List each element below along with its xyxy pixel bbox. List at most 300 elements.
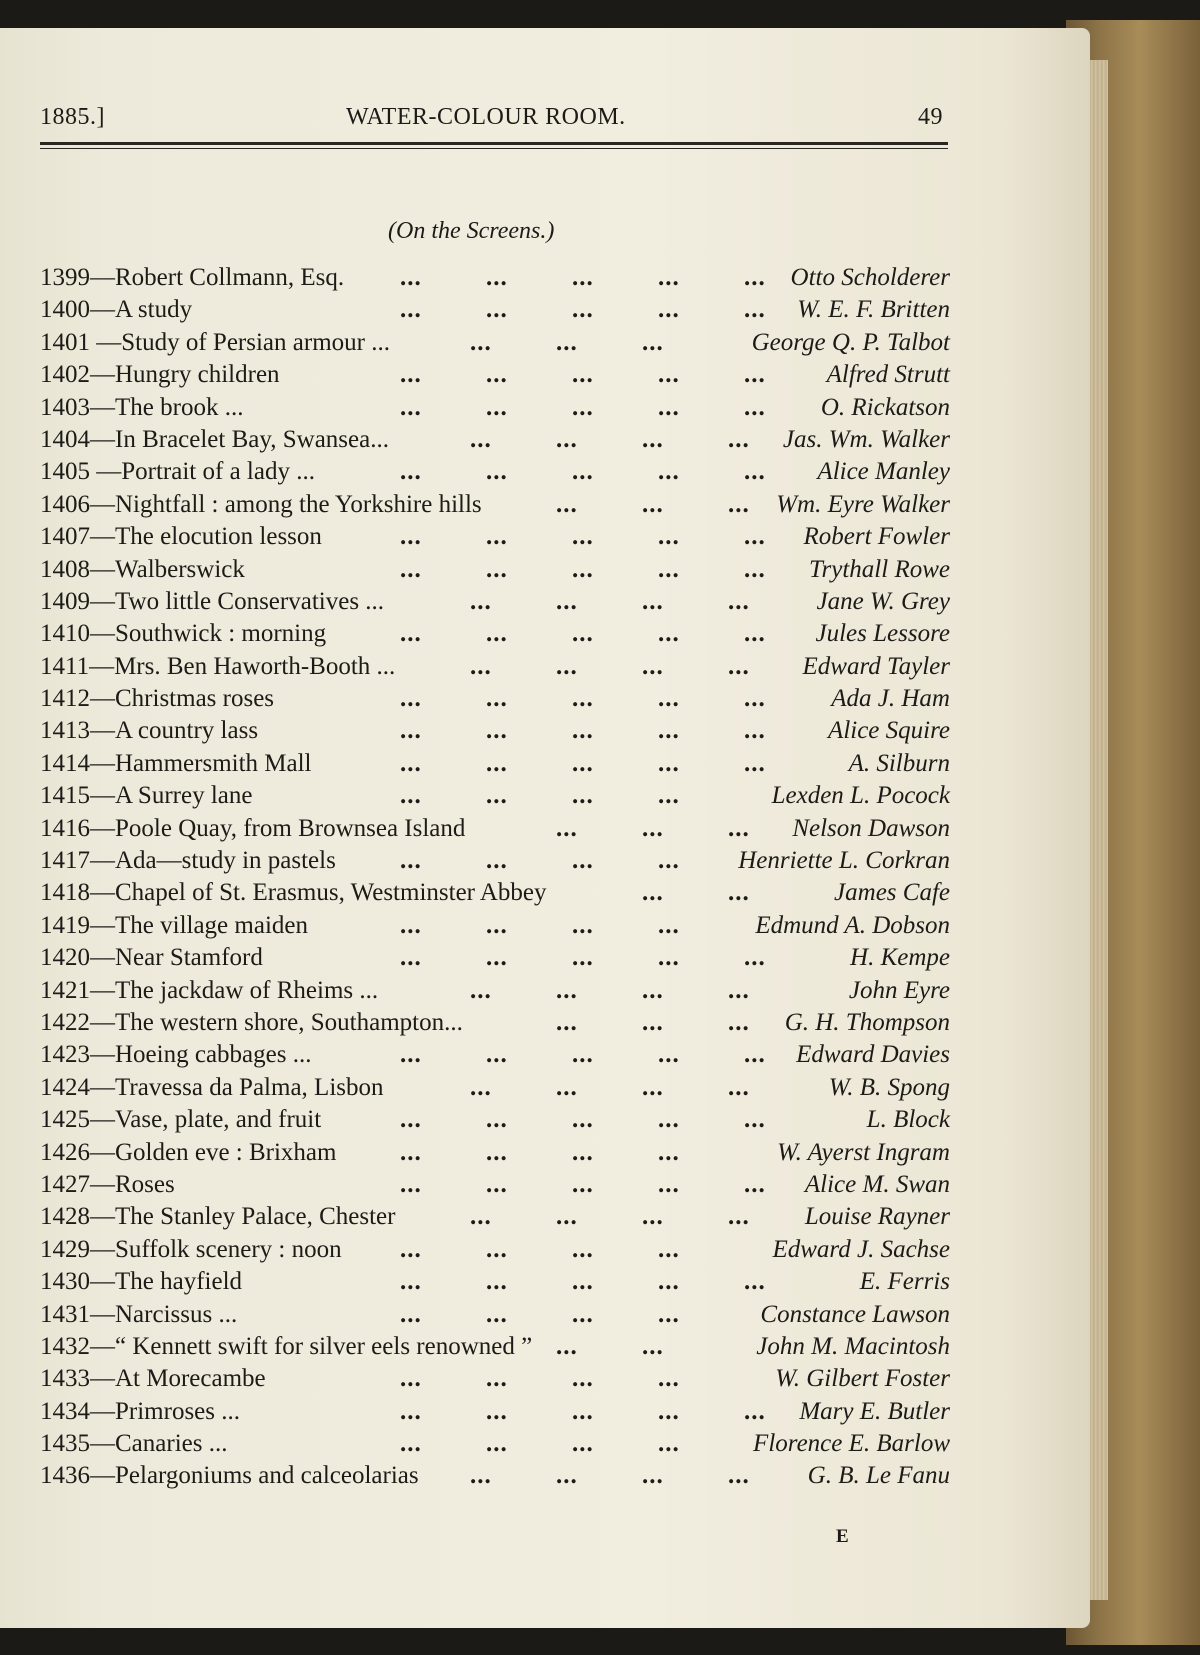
entry-number: 1407 — [40, 523, 90, 551]
leader-dots: ... — [486, 1430, 508, 1458]
entry-dash: — — [90, 555, 115, 583]
header-rule-thin — [40, 148, 948, 149]
catalogue-entry — [40, 780, 950, 812]
catalogue-entry — [40, 1396, 950, 1428]
leader-dots: ... — [658, 296, 680, 324]
entry-number-title — [40, 1299, 237, 1331]
leader-dots: ... — [486, 911, 508, 939]
leader-dots: ... — [400, 555, 422, 583]
leader-dots: ... — [400, 264, 422, 291]
leader-dots: ... — [658, 620, 680, 648]
catalogue-entry — [40, 586, 950, 618]
leader-dots: ... — [744, 1106, 766, 1134]
entry-artist: Alice Squire — [828, 717, 950, 745]
entry-artist: Louise Rayner — [804, 1203, 950, 1231]
entry-title: In Bracelet Bay, Swansea... — [115, 425, 389, 453]
leader-dots: ... — [486, 1138, 508, 1166]
leader-dots: ... — [728, 1073, 750, 1101]
entry-number-title — [40, 294, 192, 326]
entry-number-title — [40, 1137, 336, 1169]
catalogue-entry — [40, 1201, 950, 1233]
entry-dash: — — [90, 425, 115, 453]
entry-artist: W. Ayerst Ingram — [777, 1138, 950, 1166]
catalogue-entry — [40, 392, 950, 424]
entry-title: Roses — [115, 1170, 175, 1198]
entry-number: 1425 — [40, 1106, 90, 1134]
entry-number: 1434 — [40, 1397, 90, 1425]
leader-dots: ... — [572, 1365, 594, 1393]
entry-title: The brook ... — [115, 393, 244, 421]
catalogue-entry — [40, 1460, 950, 1492]
leader-dots: ... — [658, 458, 680, 486]
catalogue-entry — [40, 651, 950, 683]
leader-dots: ... — [572, 944, 594, 972]
leader-dots: ... — [486, 620, 508, 648]
entry-number-title — [40, 1007, 463, 1039]
catalogue-entry — [40, 1331, 950, 1363]
catalogue-entry — [40, 618, 950, 650]
leader-dots: ... — [470, 1203, 492, 1231]
catalogue-entry — [40, 294, 950, 326]
entry-artist: John Eyre — [848, 976, 950, 1004]
entry-dash: — — [90, 944, 115, 972]
leader-dots: ... — [572, 1300, 594, 1328]
entry-title: Southwick : morning — [115, 620, 327, 648]
entry-title: Pelargoniums and calceolarias — [115, 1462, 419, 1490]
entry-title: Ada—study in pastels — [115, 847, 336, 875]
entry-number: 1420 — [40, 944, 90, 972]
entry-dash: — — [90, 879, 115, 907]
catalogue-entry — [40, 1169, 950, 1201]
running-head-title: WATER-COLOUR ROOM. — [346, 104, 626, 130]
catalogue-entry — [40, 942, 950, 974]
entry-number: 1417 — [40, 847, 90, 875]
entry-title: Golden eve : Brixham — [115, 1138, 337, 1166]
leader-dots: ... — [556, 1073, 578, 1101]
leader-dots: ... — [642, 1008, 664, 1036]
entry-title: Nightfall : among the Yorkshire hills — [115, 490, 482, 518]
leader-dots: ... — [572, 1106, 594, 1134]
entry-number: 1410 — [40, 620, 90, 648]
leader-dots: ... — [572, 911, 594, 939]
entry-dash: — — [90, 458, 122, 486]
entry-artist: Mary E. Butler — [799, 1397, 950, 1425]
entry-number: 1414 — [40, 749, 90, 777]
entry-number: 1413 — [40, 717, 90, 745]
leader-dots: ... — [658, 685, 680, 713]
entry-number: 1422 — [40, 1008, 90, 1036]
entry-artist: John M. Macintosh — [756, 1332, 950, 1360]
entry-artist: G. B. Le Fanu — [807, 1462, 950, 1490]
entry-dash: — — [90, 296, 115, 324]
leader-dots: ... — [486, 1106, 508, 1134]
leader-dots: ... — [486, 685, 508, 713]
entry-title: Suffolk scenery : noon — [115, 1235, 342, 1263]
entry-dash: — — [90, 1138, 115, 1166]
leader-dots: ... — [400, 1235, 422, 1263]
entry-number-title — [40, 1331, 532, 1363]
entry-number: 1433 — [40, 1365, 90, 1393]
catalogue-entry — [40, 683, 950, 715]
leader-dots: ... — [486, 1268, 508, 1296]
entry-artist: Edward Tayler — [802, 652, 950, 680]
leader-dots: ... — [470, 652, 492, 680]
entry-title: Study of Persian armour ... — [121, 328, 390, 356]
entry-dash: — — [90, 490, 115, 518]
entry-dash: — — [90, 814, 115, 842]
leader-dots: ... — [744, 555, 766, 583]
leader-dots: ... — [486, 458, 508, 486]
leader-dots: ... — [572, 361, 594, 389]
entry-artist: W. B. Spong — [828, 1073, 950, 1101]
entry-title: Narcissus ... — [115, 1300, 238, 1328]
entry-number: 1416 — [40, 814, 90, 842]
entry-number-title — [40, 586, 384, 618]
entry-number-title — [40, 424, 389, 456]
catalogue-entry — [40, 1137, 950, 1169]
leader-dots: ... — [400, 1106, 422, 1134]
header-rule-thick — [40, 142, 948, 145]
leader-dots: ... — [642, 587, 664, 615]
entry-number: 1436 — [40, 1462, 90, 1490]
leader-dots: ... — [400, 1170, 422, 1198]
leader-dots: ... — [572, 782, 594, 810]
leader-dots: ... — [642, 1203, 664, 1231]
leader-dots: ... — [400, 1041, 422, 1069]
entry-number: 1426 — [40, 1138, 90, 1166]
entry-artist: James Cafe — [834, 879, 950, 907]
entry-number-title — [40, 910, 308, 942]
entry-number: 1435 — [40, 1430, 90, 1458]
leader-dots: ... — [556, 1008, 578, 1036]
entry-artist: A. Silburn — [848, 749, 950, 777]
entry-number-title — [40, 942, 263, 974]
entry-title: At Morecambe — [115, 1365, 266, 1393]
leader-dots: ... — [744, 458, 766, 486]
catalogue-entry — [40, 877, 950, 909]
entry-number-title — [40, 1234, 342, 1266]
leader-dots: ... — [556, 1332, 578, 1360]
leader-dots: ... — [486, 1365, 508, 1393]
leader-dots: ... — [556, 1203, 578, 1231]
leader-dots: ... — [572, 1235, 594, 1263]
entry-number-title — [40, 780, 252, 812]
leader-dots: ... — [556, 652, 578, 680]
leader-dots: ... — [470, 1462, 492, 1490]
leader-dots: ... — [658, 1430, 680, 1458]
entry-artist: E. Ferris — [859, 1268, 950, 1296]
leader-dots: ... — [658, 1138, 680, 1166]
leader-dots: ... — [658, 749, 680, 777]
entry-title: Walberswick — [115, 555, 245, 583]
leader-dots: ... — [658, 1106, 680, 1134]
catalogue-entry — [40, 715, 950, 747]
entry-artist: Alice Manley — [817, 458, 950, 486]
leader-dots: ... — [744, 944, 766, 972]
entry-artist: Wm. Eyre Walker — [776, 490, 950, 518]
entry-artist: Alice M. Swan — [804, 1170, 950, 1198]
section-subheading: (On the Screens.) — [388, 218, 555, 244]
entry-number-title — [40, 327, 390, 359]
leader-dots: ... — [400, 1138, 422, 1166]
leader-dots: ... — [486, 393, 508, 421]
leader-dots: ... — [642, 652, 664, 680]
leader-dots: ... — [486, 717, 508, 745]
entry-number-title — [40, 392, 243, 424]
catalogue-entries — [40, 262, 950, 1493]
leader-dots: ... — [658, 944, 680, 972]
leader-dots: ... — [486, 555, 508, 583]
catalogue-entry — [40, 813, 950, 845]
entry-number-title — [40, 1072, 384, 1104]
entry-title: Christmas roses — [115, 685, 275, 713]
entry-dash: — — [90, 976, 115, 1004]
leader-dots: ... — [572, 1170, 594, 1198]
entry-number-title — [40, 1104, 321, 1136]
entry-dash: — — [90, 1041, 115, 1069]
catalogue-entry — [40, 262, 950, 294]
entry-title: Travessa da Palma, Lisbon — [115, 1073, 384, 1101]
leader-dots: ... — [572, 523, 594, 551]
leader-dots: ... — [642, 1073, 664, 1101]
leader-dots: ... — [486, 1170, 508, 1198]
leader-dots: ... — [400, 749, 422, 777]
entry-number: 1424 — [40, 1073, 90, 1101]
leader-dots: ... — [400, 523, 422, 551]
entry-artist: Trythall Rowe — [809, 555, 950, 583]
entry-number: 1409 — [40, 587, 90, 615]
entry-number-title — [40, 683, 274, 715]
catalogue-entry — [40, 489, 950, 521]
leader-dots: ... — [572, 749, 594, 777]
leader-dots: ... — [658, 717, 680, 745]
entry-number: 1431 — [40, 1300, 90, 1328]
leader-dots: ... — [744, 685, 766, 713]
catalogue-entry — [40, 554, 950, 586]
leader-dots: ... — [400, 393, 422, 421]
catalogue-entry — [40, 1104, 950, 1136]
leader-dots: ... — [486, 523, 508, 551]
entry-dash: — — [90, 1462, 115, 1490]
entry-title: Near Stamford — [115, 944, 263, 972]
leader-dots: ... — [400, 944, 422, 972]
leader-dots: ... — [658, 782, 680, 810]
leader-dots: ... — [658, 1365, 680, 1393]
entry-number-title — [40, 1039, 311, 1071]
leader-dots: ... — [728, 879, 750, 907]
entry-artist: Otto Scholderer — [790, 264, 950, 291]
catalogue-entry — [40, 1266, 950, 1298]
entry-number-title — [40, 456, 315, 488]
entry-title: A study — [115, 296, 193, 324]
entry-number-title — [40, 813, 465, 845]
leader-dots: ... — [744, 620, 766, 648]
entry-number: 1406 — [40, 490, 90, 518]
entry-number: 1399 — [40, 264, 90, 291]
entry-title: Chapel of St. Erasmus, Westminster Abbey — [115, 879, 547, 907]
entry-title: The village maiden — [115, 911, 308, 939]
entry-number: 1428 — [40, 1203, 90, 1231]
entry-number: 1404 — [40, 425, 90, 453]
leader-dots: ... — [728, 587, 750, 615]
entry-dash: — — [90, 749, 115, 777]
entry-dash: — — [90, 361, 115, 389]
leader-dots: ... — [400, 296, 422, 324]
leader-dots: ... — [400, 782, 422, 810]
entry-title: “ Kennett swift for silver eels renowned ” — [115, 1332, 533, 1360]
leader-dots: ... — [658, 555, 680, 583]
leader-dots: ... — [400, 1300, 422, 1328]
entry-title: Hammersmith Mall — [115, 749, 312, 777]
entry-title: Robert Collmann, Esq. — [115, 264, 345, 291]
entry-number: 1412 — [40, 685, 90, 713]
entry-dash: — — [90, 264, 115, 291]
entry-number-title — [40, 1266, 242, 1298]
catalogue-entry — [40, 975, 950, 1007]
leader-dots: ... — [642, 490, 664, 518]
entry-artist: O. Rickatson — [820, 393, 950, 421]
entry-number: 1400 — [40, 296, 90, 324]
entry-title: Portrait of a lady ... — [121, 458, 315, 486]
leader-dots: ... — [400, 911, 422, 939]
catalogue-entry — [40, 1007, 950, 1039]
leader-dots: ... — [658, 1300, 680, 1328]
entry-number-title — [40, 521, 322, 553]
entry-number-title — [40, 715, 258, 747]
leader-dots: ... — [572, 393, 594, 421]
entry-title: A Surrey lane — [115, 782, 253, 810]
entry-number: 1401 — [40, 328, 90, 356]
leader-dots: ... — [556, 328, 578, 356]
entry-title: Hungry children — [115, 361, 280, 389]
leader-dots: ... — [642, 976, 664, 1004]
leader-dots: ... — [728, 1203, 750, 1231]
entry-number-title — [40, 1201, 395, 1233]
leader-dots: ... — [400, 620, 422, 648]
leader-dots: ... — [486, 944, 508, 972]
leader-dots: ... — [642, 879, 664, 907]
leader-dots: ... — [572, 555, 594, 583]
leader-dots: ... — [556, 976, 578, 1004]
leader-dots: ... — [556, 1462, 578, 1490]
entry-dash: — — [90, 1397, 115, 1425]
entry-dash: — — [90, 1073, 115, 1101]
leader-dots: ... — [728, 814, 750, 842]
catalogue-entry — [40, 1299, 950, 1331]
leader-dots: ... — [572, 1397, 594, 1425]
leader-dots: ... — [642, 328, 664, 356]
leader-dots: ... — [658, 264, 680, 291]
entry-artist: G. H. Thompson — [784, 1008, 950, 1036]
leader-dots: ... — [744, 523, 766, 551]
entry-title: The elocution lesson — [115, 523, 322, 551]
entry-artist: W. Gilbert Foster — [775, 1365, 950, 1393]
entry-number: 1427 — [40, 1170, 90, 1198]
entry-number: 1408 — [40, 555, 90, 583]
catalogue-entry — [40, 424, 950, 456]
entry-artist: Edward J. Sachse — [772, 1235, 950, 1263]
entry-artist: Alfred Strutt — [826, 361, 950, 389]
entry-dash: — — [90, 1235, 115, 1263]
leader-dots: ... — [744, 361, 766, 389]
entry-artist: Nelson Dawson — [792, 814, 950, 842]
leader-dots: ... — [400, 361, 422, 389]
printer-signature-mark: E — [836, 1526, 849, 1547]
leader-dots: ... — [486, 264, 508, 291]
entry-number: 1411 — [40, 652, 90, 680]
leader-dots: ... — [556, 814, 578, 842]
entry-artist: Edmund A. Dobson — [755, 911, 950, 939]
entry-title: Mrs. Ben Haworth-Booth ... — [114, 652, 396, 680]
leader-dots: ... — [744, 1170, 766, 1198]
leader-dots: ... — [744, 264, 766, 291]
leader-dots: ... — [470, 976, 492, 1004]
leader-dots: ... — [470, 425, 492, 453]
catalogue-entry — [40, 845, 950, 877]
entry-dash: — — [90, 717, 115, 745]
leader-dots: ... — [470, 587, 492, 615]
entry-dash: — — [90, 1365, 115, 1393]
entry-dash: — — [90, 523, 115, 551]
entry-artist: Jules Lessore — [815, 620, 950, 648]
leader-dots: ... — [744, 1397, 766, 1425]
leader-dots: ... — [744, 296, 766, 324]
leader-dots: ... — [572, 1430, 594, 1458]
entry-dash: — — [90, 1008, 115, 1036]
leader-dots: ... — [728, 1462, 750, 1490]
entry-number-title — [40, 1460, 419, 1492]
leader-dots: ... — [400, 1430, 422, 1458]
leader-dots: ... — [572, 620, 594, 648]
entry-title: The western shore, Southampton... — [115, 1008, 463, 1036]
leader-dots: ... — [572, 1138, 594, 1166]
leader-dots: ... — [572, 685, 594, 713]
leader-dots: ... — [572, 1041, 594, 1069]
entry-artist: W. E. F. Britten — [797, 296, 950, 324]
entry-dash: — — [90, 911, 115, 939]
entry-artist: Lexden L. Pocock — [771, 782, 950, 810]
leader-dots: ... — [658, 1397, 680, 1425]
entry-number: 1405 — [40, 458, 90, 486]
entry-dash: — — [90, 393, 115, 421]
entry-number-title — [40, 1363, 266, 1395]
entry-dash: — — [90, 1430, 115, 1458]
catalogue-entry — [40, 748, 950, 780]
entry-artist: Edward Davies — [796, 1041, 950, 1069]
catalogue-entry — [40, 1428, 950, 1460]
entry-number-title — [40, 359, 280, 391]
leader-dots: ... — [642, 814, 664, 842]
entry-artist: Ada J. Ham — [831, 685, 950, 713]
entry-number-title — [40, 1396, 240, 1428]
page-number: 49 — [918, 104, 943, 130]
entry-number-title — [40, 748, 312, 780]
entry-title: Canaries ... — [115, 1430, 228, 1458]
entry-dash: — — [90, 328, 122, 356]
entry-title: The hayfield — [115, 1268, 243, 1296]
entry-title: Vase, plate, and fruit — [115, 1106, 322, 1134]
leader-dots: ... — [642, 425, 664, 453]
entry-title: Poole Quay, from Brownsea Island — [115, 814, 466, 842]
entry-title: The jackdaw of Rheims ... — [115, 976, 379, 1004]
running-head-year: 1885.] — [40, 104, 105, 130]
leader-dots: ... — [658, 393, 680, 421]
leader-dots: ... — [728, 425, 750, 453]
leader-dots: ... — [400, 717, 422, 745]
entry-number-title — [40, 618, 326, 650]
leader-dots: ... — [486, 749, 508, 777]
entry-number: 1432 — [40, 1332, 90, 1360]
